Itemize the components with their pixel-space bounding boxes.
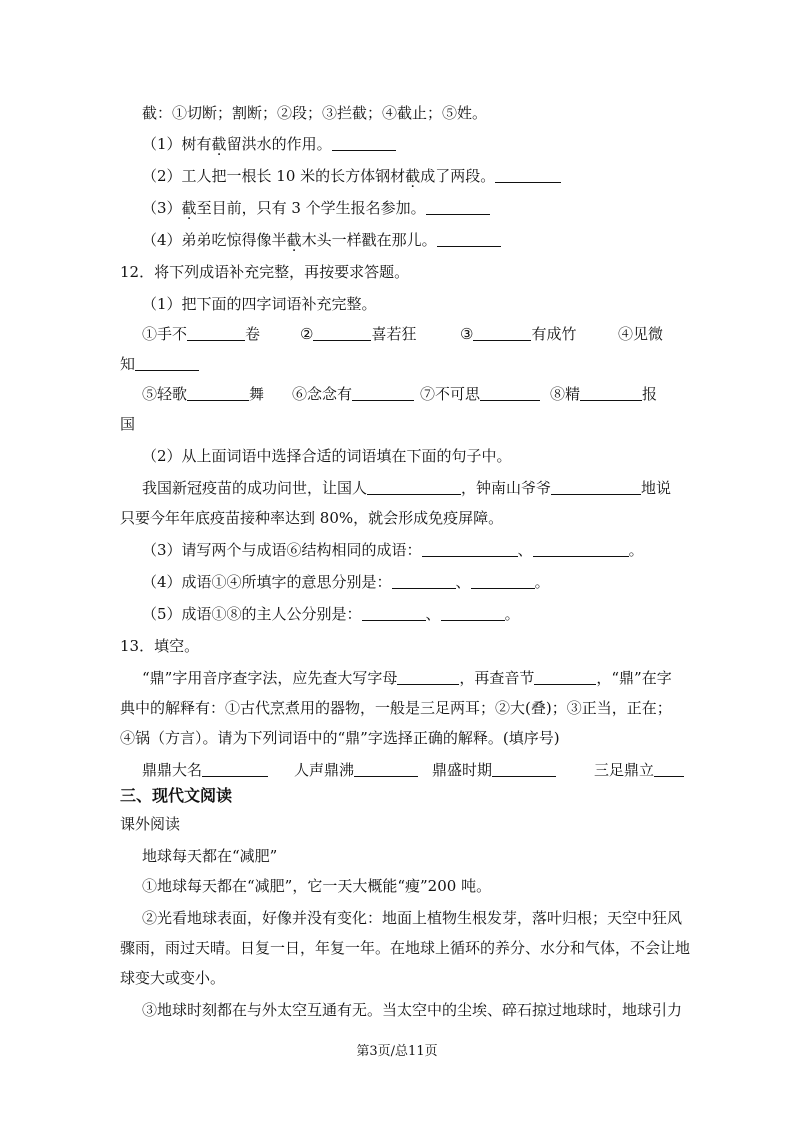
idiom-4: ④见微	[618, 325, 664, 343]
idiom-blank[interactable]	[313, 326, 371, 341]
idiom-blank[interactable]	[135, 356, 199, 371]
idiom-blank[interactable]	[187, 386, 249, 401]
section-heading: 三、现代文阅读	[120, 786, 233, 805]
q13-line-2: 典中的解释有：①古代烹煮用的器物，一般是三足两耳；②大(叠)；③正当，正在；	[120, 699, 672, 717]
section-subheading: 课外阅读	[120, 815, 181, 833]
answer-blank[interactable]	[534, 670, 596, 685]
idiom-blank[interactable]	[352, 386, 414, 401]
idiom-blank[interactable]	[187, 326, 245, 341]
idiom-4-cont: 知	[120, 354, 199, 374]
idiom-3: ③ 有成竹	[460, 325, 577, 343]
q12-part-1: （1）把下面的四字词语补充完整。	[142, 295, 377, 313]
article-title: 地球每天都在“减肥”	[142, 847, 278, 865]
answer-blank[interactable]	[362, 606, 426, 621]
q13-word-3: 鼎盛时期	[432, 760, 556, 780]
article-paragraph-2: ②光看地球表面，好像并没有变化：地面上植物生根发芽，落叶归根；天空中狂风	[142, 909, 683, 927]
idiom-6: ⑥念念有	[292, 384, 414, 404]
idiom-blank[interactable]	[473, 326, 531, 341]
q13-line-3: ④锅（方言）。请为下列词语中的“鼎”字选择正确的解释。(填序号)	[120, 729, 560, 747]
answer-blank[interactable]	[367, 480, 461, 495]
q12-part-5: （5）成语①⑧的主人公分别是： 、 。	[142, 605, 520, 623]
q13-word-4: 三足鼎立	[594, 760, 684, 780]
answer-blank[interactable]	[492, 762, 556, 777]
q12-part-3: （3）请写两个与成语⑥结构相同的成语： 、 。	[142, 541, 644, 559]
answer-blank[interactable]	[437, 232, 501, 247]
q12-title: 12．将下列成语补充完整，再按要求答题。	[120, 263, 410, 281]
article-paragraph-1: ①地球每天都在“减肥”，它一天大概能“瘦”200 吨。	[142, 877, 492, 895]
q11-definitions: 截：①切断；割断；②段；③拦截；④截止；⑤姓。	[142, 104, 488, 122]
idiom-8-cont: 国	[120, 415, 136, 433]
answer-blank[interactable]	[654, 762, 684, 777]
article-paragraph-3: ③地球时刻都在与外太空互通有无。当太空中的尘埃、碎石掠过地球时，地球引力	[142, 1001, 683, 1019]
q13-word-1: 鼎鼎大名	[142, 760, 268, 780]
article-paragraph-2-cont: 骤雨，雨过天晴。日复一日，年复一年。在地球上循环的养分、水分和气体，不会让地	[120, 939, 691, 957]
answer-blank[interactable]	[495, 168, 561, 183]
idiom-7: ⑦不可思	[420, 384, 540, 404]
idiom-blank[interactable]	[480, 386, 540, 401]
q11-sentence-1: （1）树有截留洪水的作用。	[142, 134, 396, 154]
q13-word-2: 人声鼎沸	[294, 760, 418, 780]
q11-sentence-2: （2）工人把一根长 10 米的长方体钢材截成了两段。	[142, 166, 561, 186]
idiom-blank[interactable]	[580, 386, 642, 401]
answer-blank[interactable]	[354, 762, 418, 777]
answer-blank[interactable]	[471, 574, 535, 589]
answer-blank[interactable]	[551, 480, 641, 495]
answer-blank[interactable]	[441, 606, 505, 621]
idiom-5: ⑤轻歌 舞	[142, 385, 265, 403]
q13-line-1: “鼎”字用音序查字法，应先查大写字母 ，再查音节 ，“鼎”在字	[142, 669, 672, 687]
idiom-8: ⑧精 报	[550, 385, 658, 403]
article-paragraph-2-cont: 球变大或变小。	[120, 969, 226, 987]
q12-part-2-sentence: 我国新冠疫苗的成功问世，让国人 ，钟南山爷爷 地说	[142, 479, 672, 497]
answer-blank[interactable]	[202, 762, 268, 777]
q13-title: 13．填空。	[120, 637, 200, 655]
answer-blank[interactable]	[392, 574, 456, 589]
q12-part-4: （4）成语①④所填字的意思分别是： 、 。	[142, 573, 550, 591]
answer-blank[interactable]	[332, 136, 396, 151]
idiom-1: ①手不 卷	[142, 325, 261, 343]
q12-part-2: （2）从上面词语中选择合适的词语填在下面的句子中。	[142, 447, 512, 465]
answer-blank[interactable]	[397, 670, 459, 685]
answer-blank[interactable]	[422, 542, 518, 557]
idiom-2: ② 喜若狂	[300, 325, 417, 343]
q12-part-2-sentence-cont: 只要今年年底疫苗接种率达到 80%，就会形成免疫屏障。	[120, 509, 504, 527]
q11-sentence-4: （4）弟弟吃惊得像半截木头一样戳在那儿。	[142, 230, 501, 250]
answer-blank[interactable]	[426, 200, 490, 215]
page-number: 第3页/总11页	[356, 1044, 438, 1059]
q11-sentence-3: （3）截至目前，只有 3 个学生报名参加。	[142, 198, 490, 218]
answer-blank[interactable]	[533, 542, 629, 557]
